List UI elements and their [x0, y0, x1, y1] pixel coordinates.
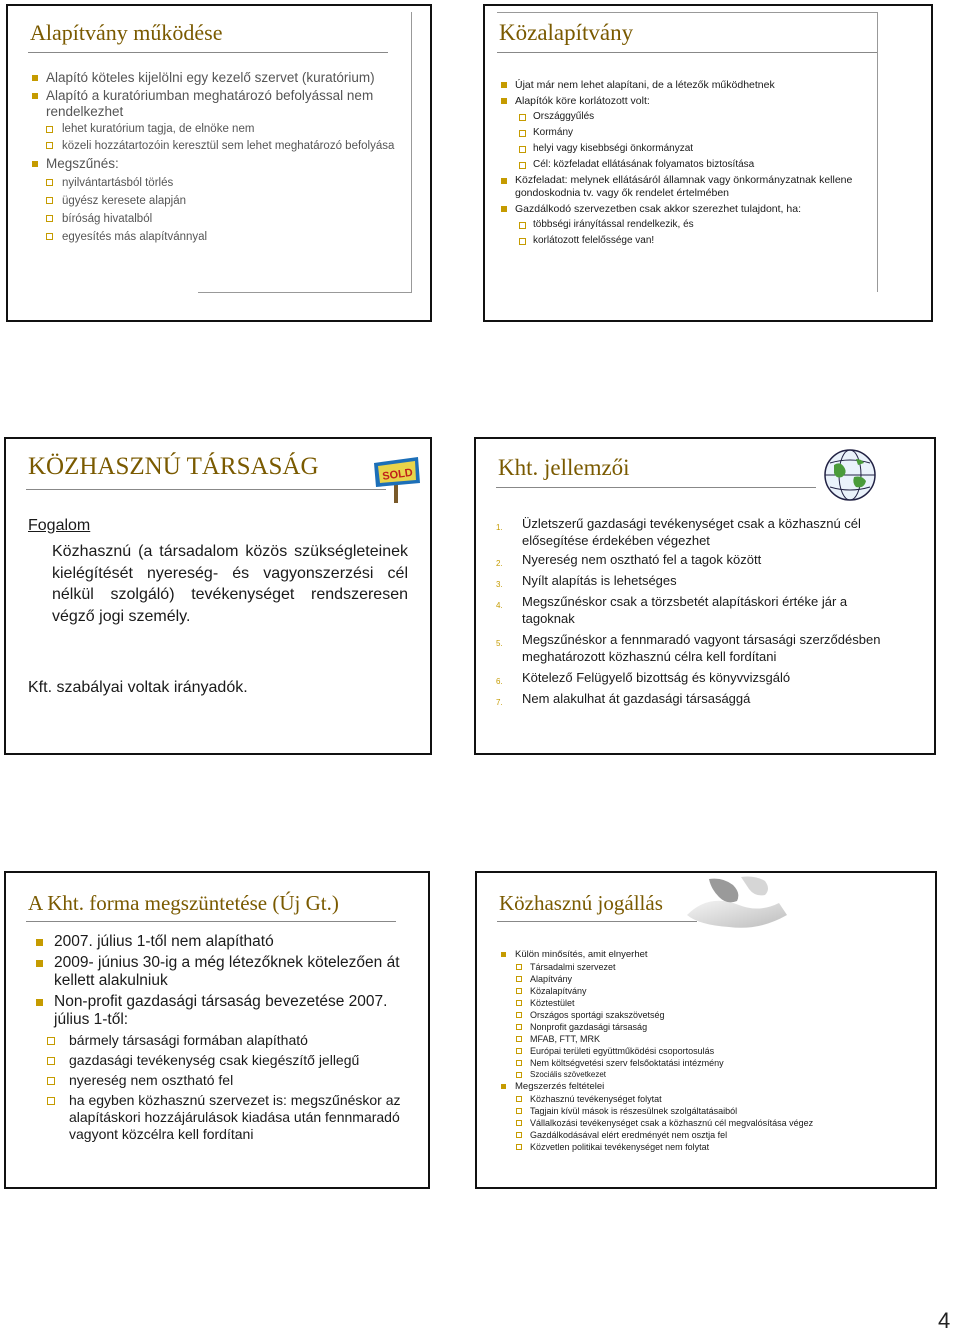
footer-text: Kft. szabályai voltak irányadók. — [28, 679, 248, 696]
sign-label: SOLD — [381, 466, 414, 483]
frame-line — [198, 292, 412, 293]
list-item: 7. Nem alakulhat át gazdasági társasággá — [496, 691, 751, 707]
section-heading: Fogalom — [28, 517, 91, 534]
list-item: 1. Üzletszerű gazdasági tevékenységet csak a közhasznú cél elősegítése érdekében végezhet — [496, 516, 861, 548]
list-item: MFAB, FTT, MRK — [501, 1033, 921, 1045]
list-item: Közhasznú tevékenységet folytat — [501, 1093, 921, 1105]
slide-kht-forma-megszuntetese — [4, 871, 430, 1189]
list-item: Társadalmi szervezet — [501, 961, 921, 973]
list-item: ügyész keresete alapján — [30, 193, 400, 209]
slide-title: Kht. jellemzői — [498, 455, 630, 480]
list-item: Kormány — [499, 126, 879, 140]
slide-title: A Kht. forma megszüntetése (Új Gt.) — [28, 891, 339, 915]
slide-kozhasznu-jogallas — [475, 871, 937, 1189]
list-item: Vállalkozási tevékenységet csak a közhasznú cél megvalósítása végez — [501, 1117, 921, 1129]
title-underline — [26, 489, 386, 490]
list-item: bármely társasági formában alapítható — [33, 1032, 414, 1049]
list-item: bíróság hivatalból — [30, 211, 400, 227]
bullet-list — [501, 949, 921, 1153]
slide-title: Közhasznú jogállás — [499, 891, 663, 915]
list-item: Alapító köteles kijelölni egy kezelő szervet (kuratórium) — [30, 70, 400, 86]
list-item: lehet kuratórium tagja, de elnöke nem — [30, 122, 400, 136]
frame-line — [497, 12, 877, 13]
slide-title: KÖZHASZNÚ TÁRSASÁG — [28, 453, 319, 480]
list-item: Országgyűlés — [499, 110, 879, 124]
title-underline — [496, 487, 816, 488]
list-item: korlátozott felelőssége van! — [499, 234, 879, 248]
list-item: Gazdálkodó szervezetben csak akkor szerezhet tulajdont, ha: — [499, 202, 879, 216]
slide-kozhasznu-tarsasag — [4, 437, 432, 755]
bullet-list — [30, 70, 400, 247]
list-item: Európai területi együttműködési csoportosulás — [501, 1045, 921, 1057]
list-item: Újat már nem lehet alapítani, de a létezők működhetnek — [499, 78, 879, 92]
list-item: 2. Nyereség nem osztható fel a tagok között — [496, 552, 762, 568]
list-item: 6. Kötelező Felügyelő bizottság és könyvvizsgáló — [496, 670, 791, 686]
slide-title: Közalapítvány — [499, 20, 634, 45]
list-item: 2007. július 1-től nem alapítható — [34, 933, 414, 952]
slide-kozalapitvany — [483, 4, 933, 322]
list-item: Non-profit gazdasági társaság bevezetése 2007. július 1-től: — [34, 993, 414, 1030]
list-item: Tagjain kívül mások is részesülnek szolgáltatásaiból — [501, 1105, 921, 1117]
list-item: egyesítés más alapítvánnyal — [30, 229, 400, 245]
list-item: Külön minősítés, amit elnyerhet — [501, 949, 921, 961]
list-item: Megszerzés feltételei — [501, 1081, 921, 1093]
list-item: nyilvántartásból törlés — [30, 175, 400, 191]
list-item: 5. Megszűnéskor a fennmaradó vagyont társasági szerződésben meghatározott közhasznú célra kell fordítani — [496, 632, 881, 664]
list-item: ha egyben közhasznú szervezet is: megszűnéskor az alapításkori hozzájárulások kiadása után fennmaradó vagyont közcélra kell fordítani — [33, 1092, 414, 1143]
slide-kht-jellemzoi — [474, 437, 936, 755]
sold-sign-icon — [368, 453, 424, 503]
list-item: gazdasági tevékenység csak kiegészítő jellegű — [33, 1052, 414, 1069]
title-underline — [26, 921, 396, 922]
list-item: Közalapítvány — [501, 985, 921, 997]
definition-paragraph: Közhasznú (a társadalom közös szükségleteinek kielégítését nyereség- és vagyonszerzési cél nélkül szolgáló) tevékenységet rendszeresen végző jogi személy. — [52, 543, 408, 625]
list-item: Cél: közfeladat ellátásának folyamatos biztosítása — [499, 158, 879, 172]
slide-title: Alapítvány működése — [30, 20, 223, 45]
list-item: Közfeladat: melynek ellátásáról államnak vagy önkormányzatnak kellene gondoskodnia tv. vagy ők rendelet értelmében — [499, 174, 879, 200]
frame-line — [411, 12, 412, 292]
globe-icon — [820, 447, 880, 503]
list-item: nyereség nem osztható fel — [33, 1072, 414, 1089]
list-item: közeli hozzátartozóin keresztül sem lehet meghatározó befolyása — [30, 138, 400, 154]
list-item: Szociális szövetkezet — [501, 1069, 921, 1081]
list-item: helyi vagy kisebbségi önkormányzat — [499, 142, 879, 156]
list-item: Alapítvány — [501, 973, 921, 985]
list-item: Alapító a kuratóriumban meghatározó befolyással nem rendelkezhet — [30, 88, 400, 120]
title-underline — [497, 921, 697, 922]
list-item: 2009- június 30-ig a még létezőknek kötelezően át kellett alakulniuk — [34, 954, 414, 991]
list-item: Közvetlen politikai tevékenységet nem folytat — [501, 1141, 921, 1153]
slide-alapitvany-mukodese — [6, 4, 432, 322]
list-item: Nonprofit gazdasági társaság — [501, 1021, 921, 1033]
numbered-list — [496, 515, 886, 711]
title-underline — [497, 52, 877, 53]
list-item: Nem költségvetési szerv felsőoktatási intézmény — [501, 1057, 921, 1069]
list-item: Köztestület — [501, 997, 921, 1009]
bullet-list — [34, 933, 414, 1146]
list-item: többségi irányítással rendelkezik, és — [499, 218, 879, 232]
list-item: Megszűnés: — [30, 156, 400, 172]
list-item: Alapítók köre korlátozott volt: — [499, 94, 879, 108]
list-item: 3. Nyílt alapítás is lehetséges — [496, 573, 677, 589]
page-number: 4 — [938, 1308, 951, 1333]
list-item: 4. Megszűnéskor csak a törzsbetét alapításkori értéke jár a tagoknak — [496, 594, 848, 626]
list-item: Gazdálkodásával elért eredményét nem osztja fel — [501, 1129, 921, 1141]
list-item: Országos sportági szakszövetség — [501, 1009, 921, 1021]
title-underline — [28, 52, 388, 53]
hands-photo — [679, 875, 791, 933]
bullet-list — [499, 78, 879, 250]
